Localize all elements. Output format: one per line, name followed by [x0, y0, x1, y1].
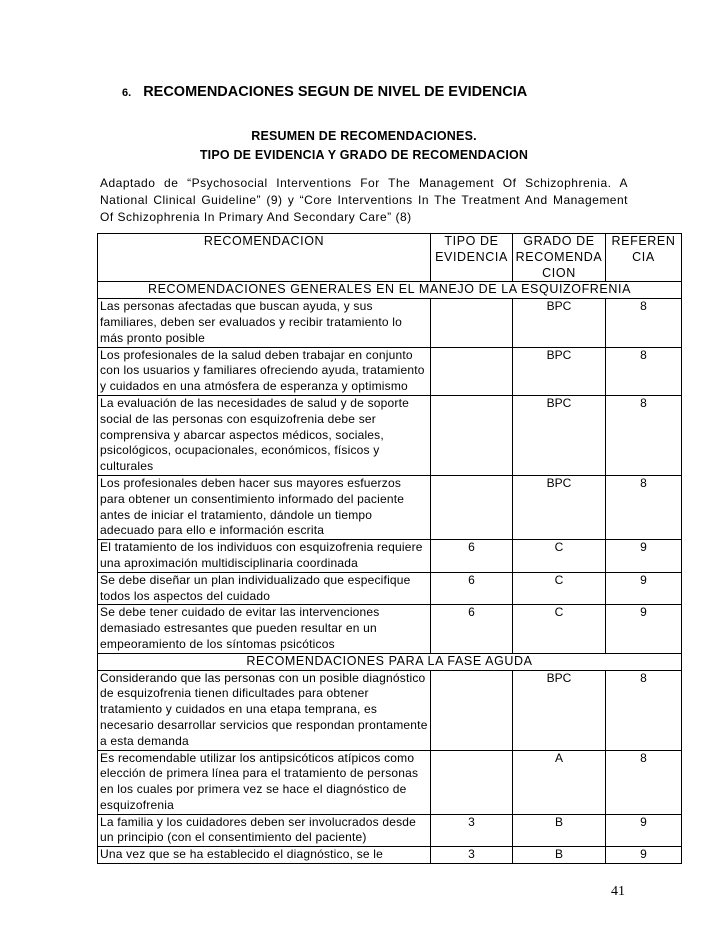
section-row [98, 653, 682, 670]
table-row [98, 814, 682, 847]
evidence-type-cell: 6 [431, 540, 513, 573]
reference-cell: 8 [606, 395, 682, 475]
intro-paragraph: Adaptado de “Psychosocial Interventions For The Management Of Schizophrenia. A National Clinical Guideline” (9) y “Core Interventions In The Treatment And Management Of Schizophrenia In Primary And Secondary Care” (8) [100, 176, 628, 224]
evidence-type-cell: 6 [431, 605, 513, 653]
table-row [98, 750, 682, 814]
reference-cell: 9 [606, 572, 682, 605]
evidence-type-cell: 3 [431, 847, 513, 864]
recommendation-cell: Las personas afectadas que buscan ayuda, y sus familiares, deben ser evaluados y recibir tratamiento lo más pronto posible [98, 299, 431, 347]
reference-cell: 8 [606, 347, 682, 395]
table-row [98, 395, 682, 475]
recommendation-cell: Una vez que se ha establecido el diagnóstico, se le [98, 847, 431, 864]
table-row [98, 540, 682, 573]
table-header-row [98, 234, 682, 282]
header-recomendacion: RECOMENDACION [98, 234, 431, 282]
recommendation-cell: La familia y los cuidadores deben ser involucrados desde un principio (con el consentimiento del paciente) [98, 814, 431, 847]
recommendation-cell: El tratamiento de los individuos con esquizofrenia requiere una aproximación multidisciplinaria coordinada [98, 540, 431, 573]
recommendation-cell: La evaluación de las necesidades de salud y de soporte social de las personas con esquizofrenia debe ser comprensiva y abarcar aspectos médicos, sociales, psicológicos, ocupacionales, económicos, físicos y culturales [98, 395, 431, 475]
section-heading [122, 84, 527, 100]
table-row [98, 347, 682, 395]
reference-cell: 9 [606, 814, 682, 847]
table-row [98, 299, 682, 347]
recommendation-cell: Los profesionales deben hacer sus mayores esfuerzos para obtener un consentimiento informado del paciente antes de iniciar el tratamiento, dándole un tiempo adecuado para ello e información escrita [98, 475, 431, 539]
evidence-type-cell [431, 347, 513, 395]
section-title: RECOMENDACIONES GENERALES EN EL MANEJO DE LA ESQUIZOFRENIA [98, 282, 682, 299]
evidence-type-cell [431, 670, 513, 750]
recommendation-cell: Se debe diseñar un plan individualizado que especifique todos los aspectos del cuidado [98, 572, 431, 605]
evidence-type-cell: 3 [431, 814, 513, 847]
grade-cell: B [513, 814, 606, 847]
evidence-type-cell [431, 750, 513, 814]
evidence-type-cell [431, 395, 513, 475]
grade-cell: BPC [513, 670, 606, 750]
table-row [98, 847, 682, 864]
reference-cell: 8 [606, 475, 682, 539]
grade-cell: B [513, 847, 606, 864]
evidence-type-cell [431, 475, 513, 539]
grade-cell: C [513, 572, 606, 605]
table-row [98, 670, 682, 750]
table-row [98, 572, 682, 605]
grade-cell: BPC [513, 347, 606, 395]
recommendation-cell: Se debe tener cuidado de evitar las intervenciones demasiado estresantes que pueden resultar en un empeoramiento de los síntomas psicóticos [98, 605, 431, 653]
recommendation-cell: Los profesionales de la salud deben trabajar en conjunto con los usuarios y familiares ofreciendo ayuda, tratamiento y cuidados en una atmósfera de esperanza y optimismo [98, 347, 431, 395]
evidence-type-cell [431, 299, 513, 347]
reference-cell: 8 [606, 750, 682, 814]
section-row [98, 282, 682, 299]
reference-cell: 9 [606, 605, 682, 653]
header-grado-recomendacion: GRADO DE RECOMENDA CION [513, 234, 606, 282]
reference-cell: 8 [606, 670, 682, 750]
evidence-type-cell: 6 [431, 572, 513, 605]
table-row [98, 475, 682, 539]
page-number: 41 [611, 884, 625, 899]
grade-cell: BPC [513, 299, 606, 347]
header-referencia: REFEREN CIA [606, 234, 682, 282]
recommendation-cell: Es recomendable utilizar los antipsicóticos atípicos como elección de primera línea para el tratamiento de personas en los cuales por primera vez se hace el diagnóstico de esquizofrenia [98, 750, 431, 814]
grade-cell: C [513, 540, 606, 573]
grade-cell: C [513, 605, 606, 653]
reference-cell: 9 [606, 847, 682, 864]
grade-cell: BPC [513, 475, 606, 539]
reference-cell: 8 [606, 299, 682, 347]
summary-title: RESUMEN DE RECOMENDACIONES. [251, 129, 477, 143]
section-title: RECOMENDACIONES PARA LA FASE AGUDA [98, 653, 682, 670]
recommendations-table [97, 233, 682, 864]
summary-subtitle: TIPO DE EVIDENCIA Y GRADO DE RECOMENDACION [199, 148, 529, 162]
reference-cell: 9 [606, 540, 682, 573]
grade-cell: A [513, 750, 606, 814]
header-tipo-evidencia: TIPO DE EVIDENCIA [431, 234, 513, 282]
grade-cell: BPC [513, 395, 606, 475]
recommendation-cell: Considerando que las personas con un posible diagnóstico de esquizofrenia tienen dificultades para obtener tratamiento y cuidados en una etapa temprana, es necesario desarrollar servicios que respondan prontamente a esta demanda [98, 670, 431, 750]
table-row [98, 605, 682, 653]
section-title: RECOMENDACIONES SEGUN DE NIVEL DE EVIDENCIA [143, 84, 528, 100]
section-number: 6. [122, 87, 132, 99]
